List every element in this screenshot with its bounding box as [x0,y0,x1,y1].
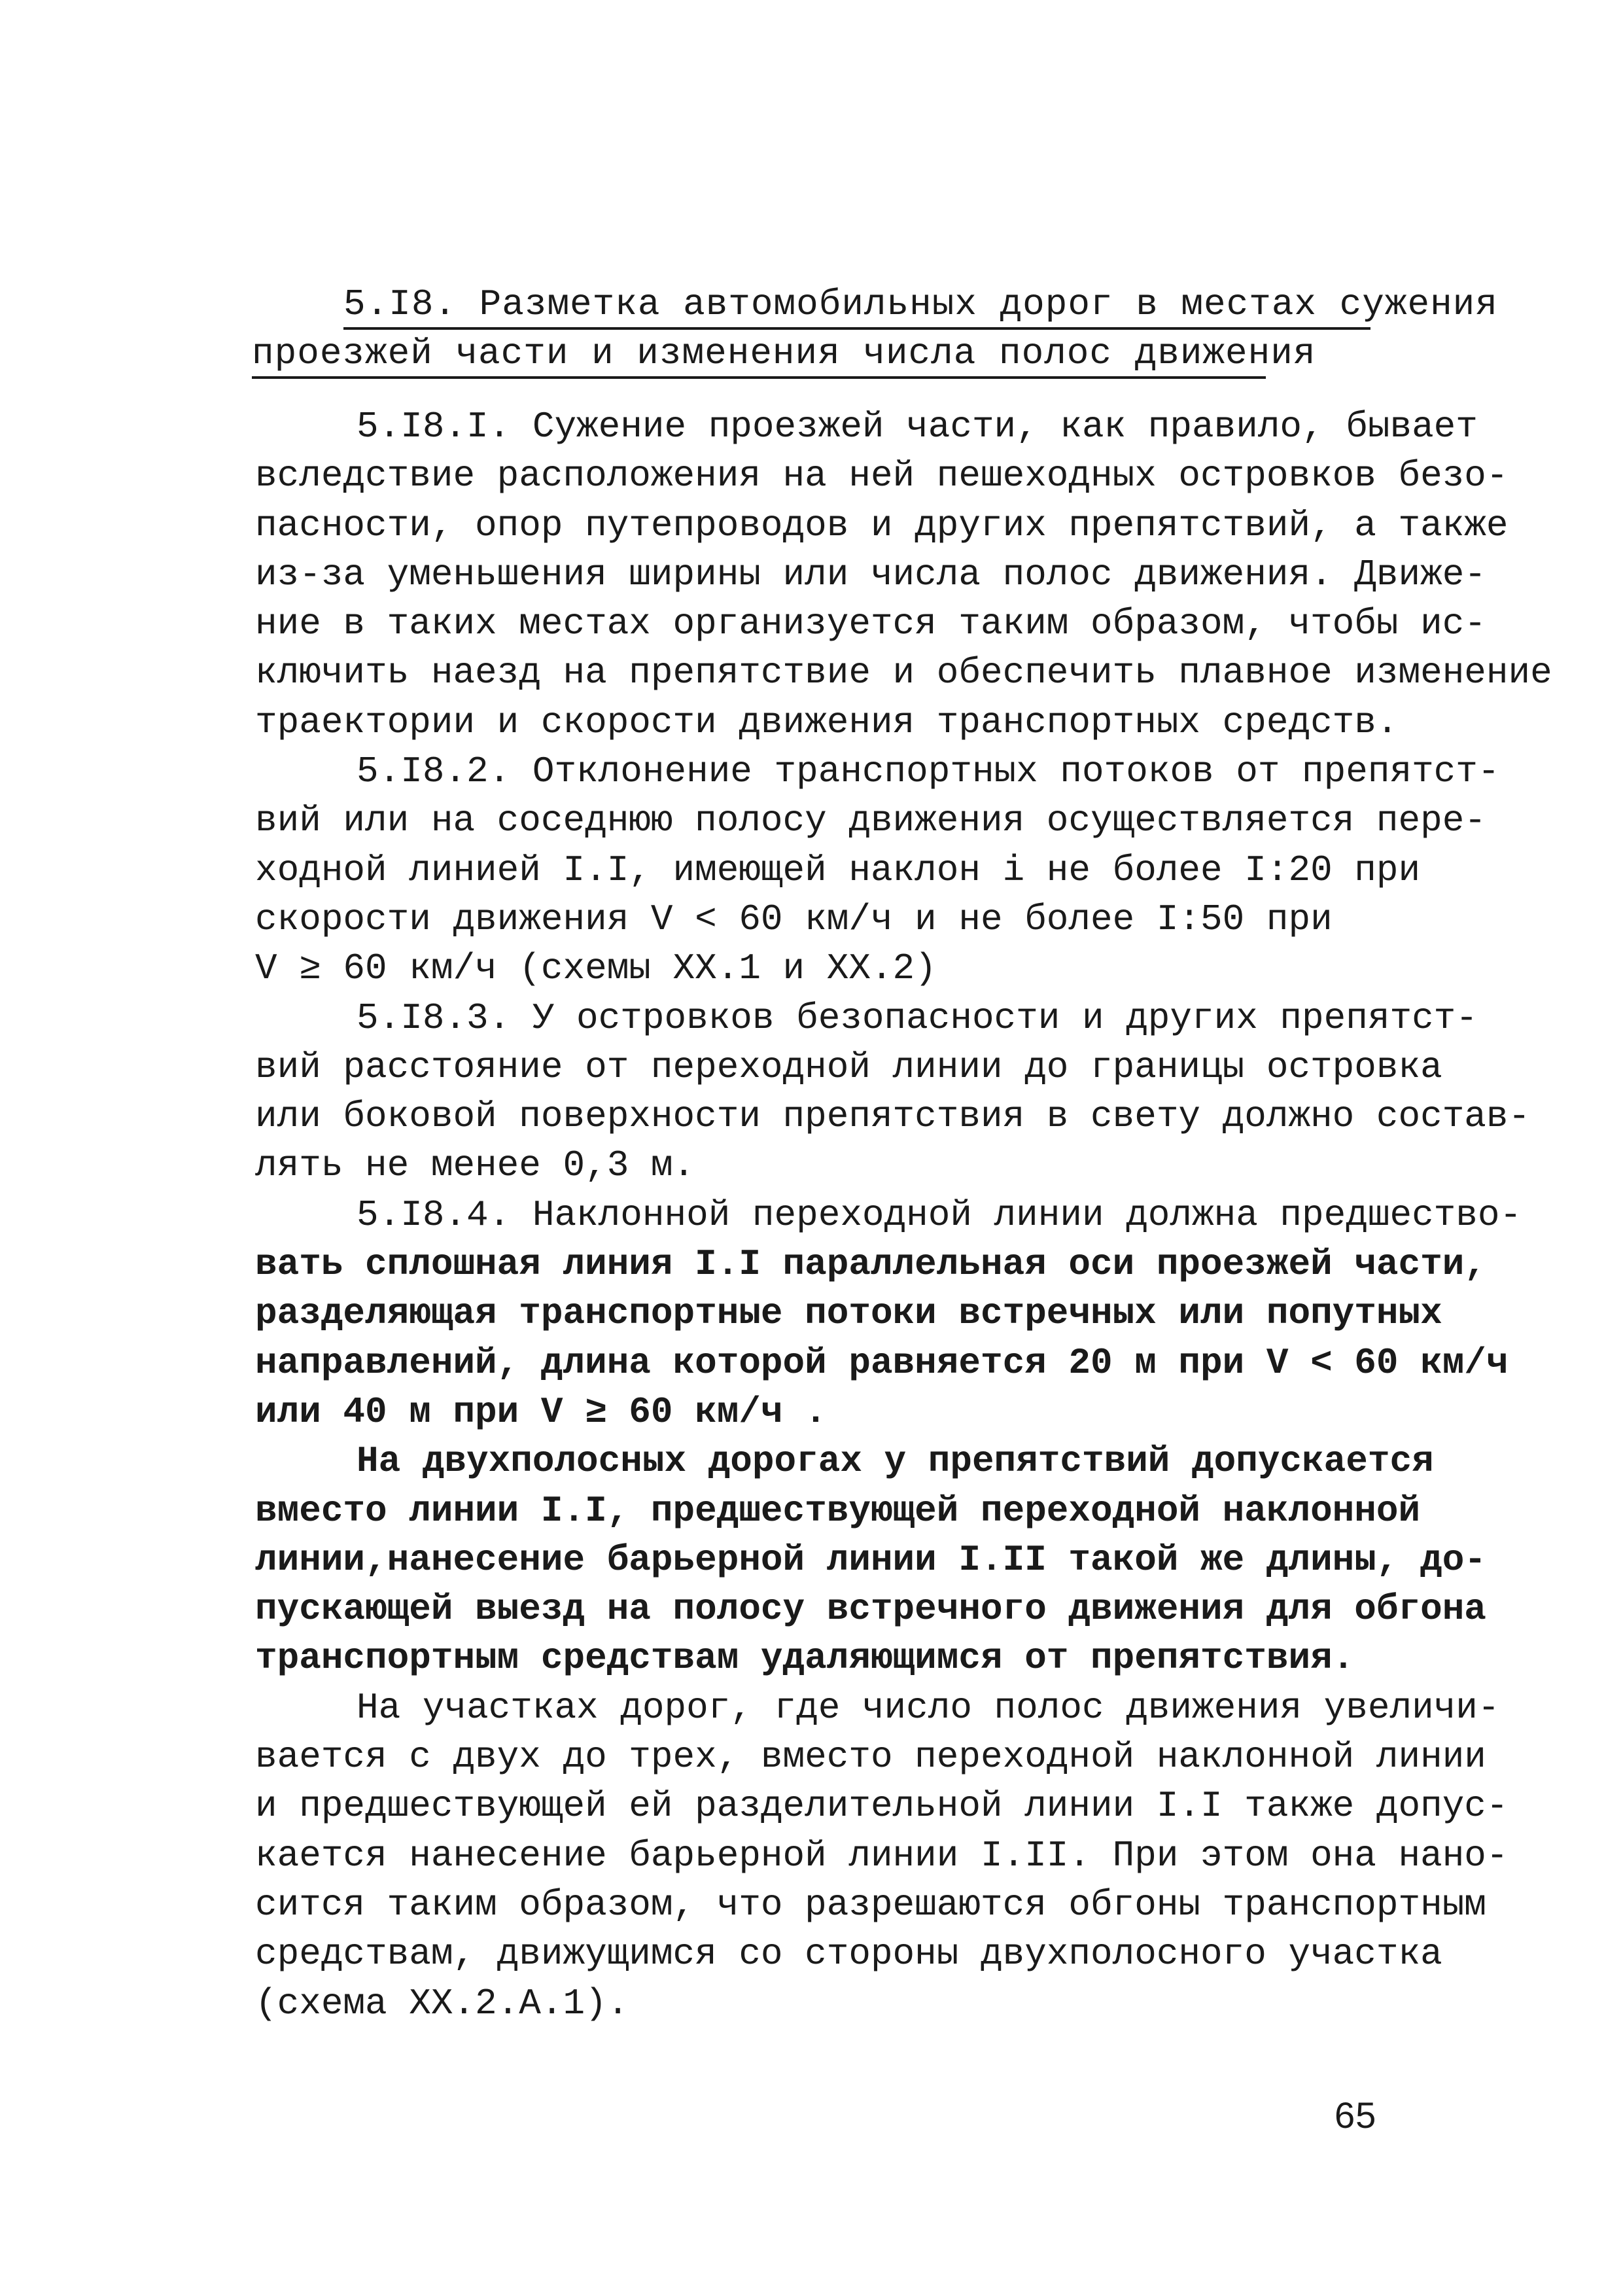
paragraph-line: и предшествующей ей разделительной линии I.I также допус- [255,1785,1509,1828]
paragraph-line: вий расстояние от переходной линии до границы островка [255,1046,1442,1088]
paragraph-line: На участках дорог, где число полос движения увеличи- [357,1686,1500,1729]
paragraph-line: ключить наезд на препятствие и обеспечить плавное изменение [255,652,1552,694]
paragraph-line: (схема XX.2.A.1). [255,1982,629,2024]
section-heading-line-1: 5.I8. Разметка автомобильных дорог в местах сужения [343,281,1370,330]
paragraph-line: вместо линии I.I, предшествующей переходной наклонной [255,1489,1421,1532]
paragraph-line: средствам, движущимся со стороны двухполосного участка [255,1933,1442,1975]
paragraph-line: из-за уменьшения ширины или числа полос движения. Движе- [255,553,1486,595]
paragraph-line: или 40 м при V ≥ 60 км/ч . [255,1390,827,1433]
paragraph-line: разделяющая транспортные потоки встречных или попутных [255,1292,1442,1335]
paragraph-line: вследствие расположения на ней пешеходных островков безо- [255,455,1509,497]
paragraph-line: 5.I8.4. Наклонной переходной линии должна предшество- [357,1193,1522,1236]
paragraph-line: 5.I8.2. Отклонение транспортных потоков от препятст- [357,751,1500,793]
section-heading-line-2: проезжей части и изменения числа полос движения [252,330,1266,379]
paragraph-line: вать сплошная линия I.I параллельная оси проезжей части, [255,1243,1486,1286]
paragraph-line: пасности, опор путепроводов и других препятствий, а также [255,504,1509,546]
paragraph-line: линии,нанесение барьерной линии I.II такой же длины, до- [255,1538,1486,1581]
body-text [255,402,1552,2028]
paragraph-line: лять не менее 0,3 м. [255,1144,695,1187]
paragraph-line: 5.I8.I. Сужение проезжей части, как правило, бывает [357,406,1478,448]
paragraph-line: направлений, длина которой равняется 20 м при V < 60 км/ч [255,1341,1509,1384]
paragraph-line: сится таким образом, что разрешаются обгоны транспортным [255,1883,1486,1926]
paragraph-line: 5.I8.3. У островков безопасности и других препятст- [357,997,1478,1039]
paragraph-line: ние в таких местах организуется таким образом, чтобы ис- [255,603,1486,645]
paragraph-line: вается с двух до трех, вместо переходной наклонной линии [255,1736,1486,1778]
page-number: 65 [1335,2094,1377,2136]
paragraph-line: ходной линией I.I, имеющей наклон i не более I:20 при [255,849,1421,891]
paragraph-line: пускающей выезд на полосу встречного движения для обгона [255,1588,1486,1631]
paragraph-line: кается нанесение барьерной линии I.II. При этом она нано- [255,1834,1509,1877]
paragraph-line: траектории и скорости движения транспортных средств. [255,701,1399,743]
paragraph-line: На двухполосных дорогах у препятствий допускается [357,1440,1434,1483]
paragraph-line: или боковой поверхности препятствия в свету должно состав- [255,1095,1531,1138]
paragraph-line: скорости движения V < 60 км/ч и не более I:50 при [255,898,1333,940]
paragraph-line: транспортным средствам удаляющимся от препятствия. [255,1637,1355,1680]
paragraph-line: вий или на соседнюю полосу движения осуществляется пере- [255,800,1486,842]
paragraph-line: V ≥ 60 км/ч (схемы XX.1 и XX.2) [255,947,937,990]
